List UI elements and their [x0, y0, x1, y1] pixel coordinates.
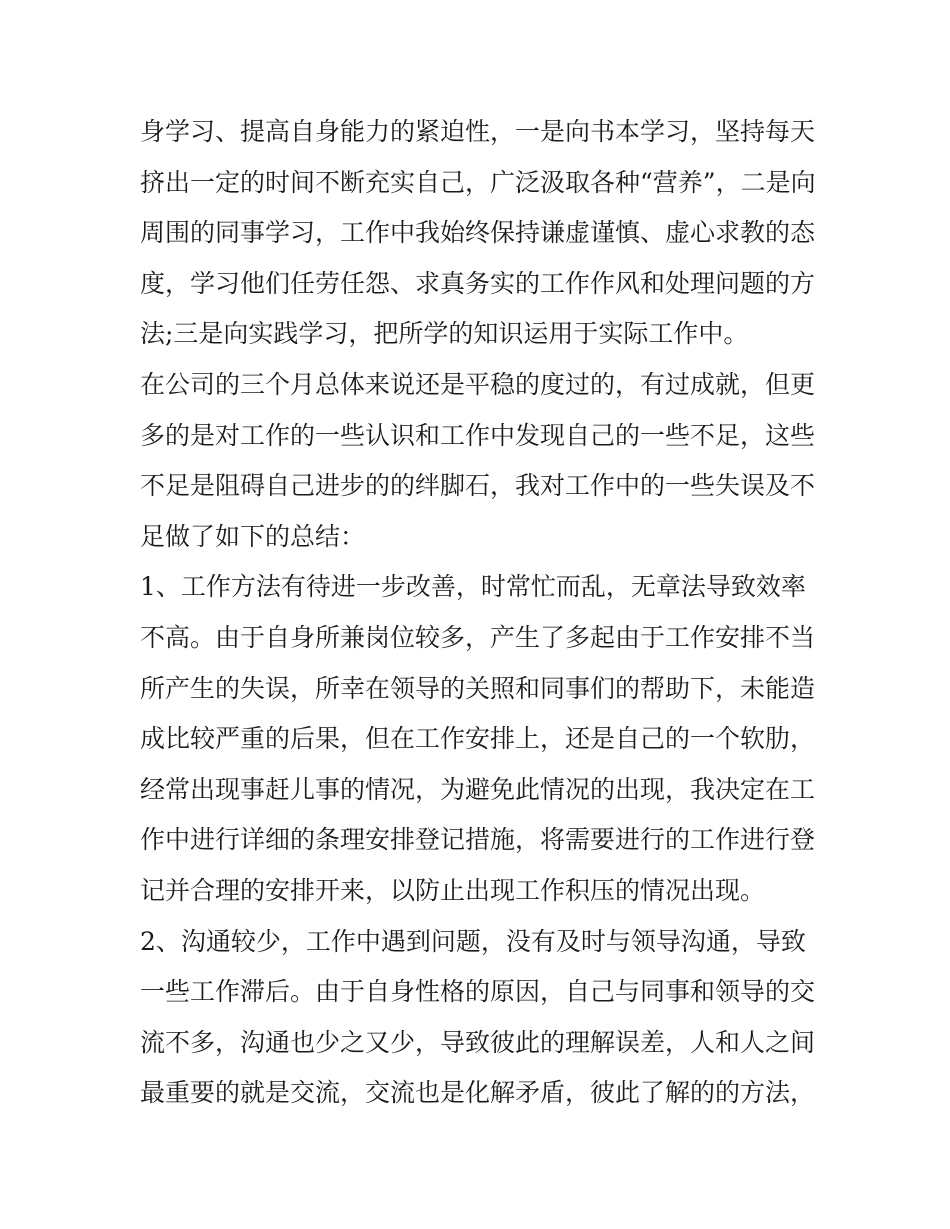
text-line: 不高。由于自身所兼岗位较多，产生了多起由于工作安排不当 [140, 622, 816, 652]
text-line: 多的是对工作的一些认识和工作中发现自己的一些不足，这些 [140, 420, 816, 450]
text-line: 2、沟通较少，工作中遇到问题，没有及时与领导沟通，导致 [140, 926, 806, 956]
text-line: 法;三是向实践学习，把所学的知识运用于实际工作中。 [140, 319, 749, 349]
text-line: 周围的同事学习，工作中我始终保持谦虚谨慎、虚心求教的态 [140, 218, 816, 248]
text-line: 足做了如下的总结： [140, 521, 366, 551]
text-line: 度，学习他们任劳任怨、求真务实的工作作风和处理问题的方 [140, 268, 816, 298]
text-line: 挤出一定的时间不断充实自己，广泛汲取各种“营养”，二是向 [140, 167, 816, 197]
text-line: 经常出现事赶儿事的情况，为避免此情况的出现，我决定在工 [140, 774, 816, 804]
text-line: 最重要的就是交流，交流也是化解矛盾，彼此了解的的方法， [140, 1078, 816, 1108]
text-line: 一些工作滞后。由于自身性格的原因，自己与同事和领导的交 [140, 977, 816, 1007]
text-line: 所产生的失误，所幸在领导的关照和同事们的帮助下，未能造 [140, 673, 816, 703]
text-line: 记并合理的安排开来，以防止出现工作积压的情况出现。 [140, 875, 766, 905]
text-line: 身学习、提高自身能力的紧迫性，一是向书本学习，坚持每天 [140, 117, 816, 146]
text-line: 1、工作方法有待进一步改善，时常忙而乱，无章法导致效率 [140, 572, 806, 602]
text-line: 成比较严重的后果，但在工作安排上，还是自己的一个软肋， [140, 724, 816, 754]
text-line: 流不多，沟通也少之又少，导致彼此的理解误差，人和人之间 [140, 1027, 816, 1057]
body-text [140, 107, 820, 1119]
text-line: 在公司的三个月总体来说还是平稳的度过的，有过成就，但更 [140, 369, 816, 399]
text-line: 作中进行详细的条理安排登记措施，将需要进行的工作进行登 [140, 825, 816, 855]
text-line: 不足是阻碍自己进步的的绊脚石，我对工作中的一些失误及不 [140, 471, 816, 501]
